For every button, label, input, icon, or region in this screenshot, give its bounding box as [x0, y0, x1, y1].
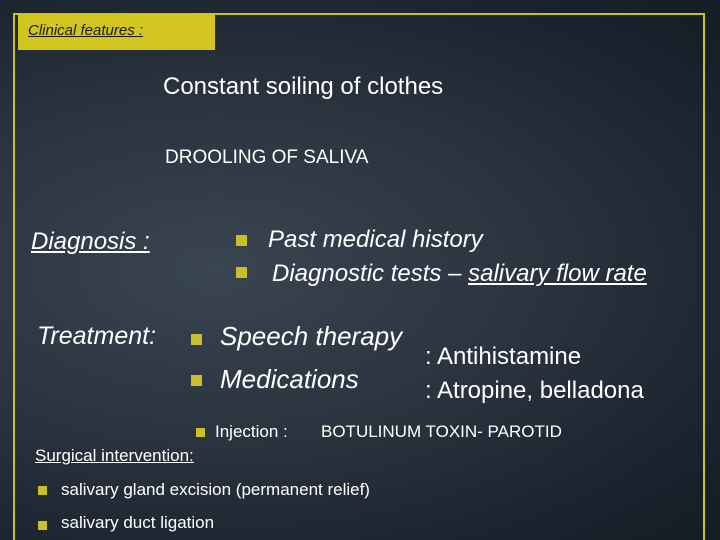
medication-antihistamine: : Antihistamine [425, 343, 582, 370]
surgical-intervention-label: Surgical intervention: [35, 446, 194, 465]
injection-label: Injection : [215, 422, 288, 441]
surgical-item-gland-excision: salivary gland excision (permanent relief) [61, 480, 370, 499]
diagnosis-item-history: Past medical history [268, 226, 483, 253]
clinical-features-label: Clinical features : [28, 22, 144, 39]
treatment-speech-therapy: Speech therapy [220, 321, 403, 351]
feature-drooling: DROOLING OF SALIVA [165, 147, 369, 168]
salivary-flow-rate-link: salivary flow rate [468, 260, 647, 287]
injection-value: BOTULINUM TOXIN- PAROTID [321, 422, 562, 441]
bullet-icon [196, 428, 205, 437]
diagnostic-tests-label: Diagnostic tests – [272, 260, 469, 287]
medication-atropine: : Atropine, belladona [425, 377, 644, 404]
treatment-label: Treatment: [37, 322, 157, 350]
bullet-icon [191, 375, 202, 386]
diagnosis-item-tests [272, 260, 647, 288]
diagnosis-label: Diagnosis : [31, 228, 150, 255]
clinical-features-tag [18, 14, 215, 50]
bullet-icon [236, 235, 247, 246]
surgical-item-duct-ligation: salivary duct ligation [61, 513, 215, 532]
bullet-icon [38, 521, 47, 530]
bullet-icon [38, 486, 47, 495]
bullet-icon [236, 267, 247, 278]
feature-constant-soiling: Constant soiling of clothes [163, 73, 444, 100]
bullet-icon [191, 334, 202, 345]
treatment-medications: Medications [220, 364, 359, 394]
